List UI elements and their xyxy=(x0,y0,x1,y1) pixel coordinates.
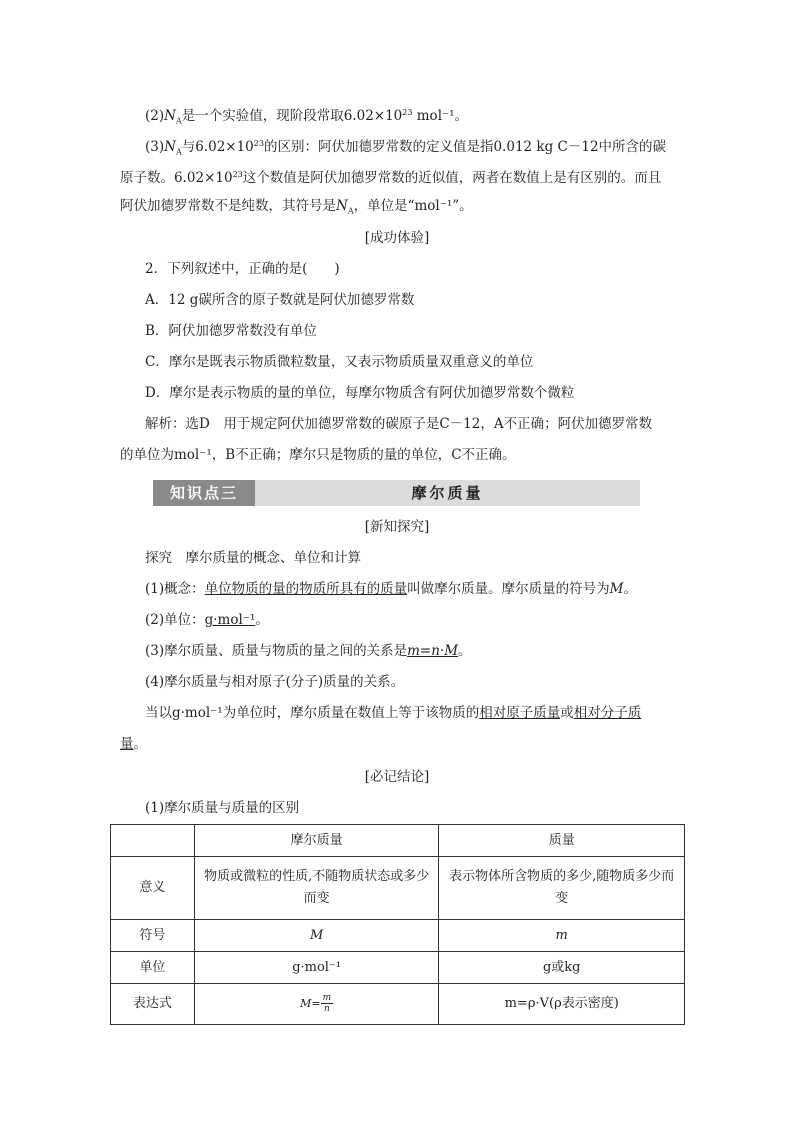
conclusion-heading: [必记结论] xyxy=(364,769,430,785)
row-label: 符号 xyxy=(111,920,195,952)
table-header-cell: 质量 xyxy=(439,825,685,857)
option-d: D．摩尔是表示物质的量的单位，每摩尔物质含有阿伏加德罗常数个微粒 xyxy=(145,385,575,401)
section-banner xyxy=(153,480,640,506)
row-label: 单位 xyxy=(111,952,195,984)
table-row xyxy=(111,857,685,920)
experience-heading: [成功体验] xyxy=(364,230,430,246)
comparison-table xyxy=(110,824,685,1025)
table-cell: g或kg xyxy=(439,952,685,984)
fraction-denominator: n xyxy=(323,1004,330,1014)
table-cell: g·mol⁻¹ xyxy=(194,952,439,984)
row-label: 表达式 xyxy=(111,984,195,1025)
na-difference-line-1: $(3)N_A$与$6.02\times 10^{23}$的区别：阿伏加德罗常数的定义值是指0.012 kg C－12中所含的碳 xyxy=(145,139,667,157)
table-row xyxy=(111,920,685,952)
na-difference-line-3: 阿伏加德罗常数不是纯数，其符号是$N_A$，单位是“mol⁻¹”。 xyxy=(120,198,473,216)
question-stem: 2．下列叙述中，正确的是( ) xyxy=(145,261,340,277)
table-header-cell xyxy=(111,825,195,857)
table-header-row xyxy=(111,825,685,857)
na-value-line: $(2)N_A$是一个实验值，现阶段常取$6.02\times 10^{23}$ mol⁻¹。 xyxy=(145,108,469,126)
table-cell: m=ρ·V(ρ表示密度) xyxy=(439,984,685,1025)
na-difference-line-2: 原子数。$6.02\times 10^{23}$这个数值是阿伏加德罗常数的近似值，两者在数值上是有区别的。而且 xyxy=(120,170,662,186)
numeric-equal-line-2: 量。 xyxy=(120,736,147,752)
table-row xyxy=(111,984,685,1025)
table-cell: 表示物体所含物质的多少,随物质多少而变 xyxy=(439,857,685,920)
row-label: 意义 xyxy=(111,857,195,920)
option-b: B．阿伏加德罗常数没有单位 xyxy=(145,323,317,339)
relation-line: (3)摩尔质量、质量与物质的量之间的关系是m=n·M。 xyxy=(145,643,472,659)
concept-line: (1)概念：单位物质的量的物质所具有的质量叫做摩尔质量。摩尔质量的符号为M。 xyxy=(145,581,637,597)
explore-topic: 探究 摩尔质量的概念、单位和计算 xyxy=(145,550,361,566)
option-a: A．12 g碳所含的原子数就是阿伏加德罗常数 xyxy=(145,292,415,308)
table-cell: m xyxy=(439,920,685,952)
conclusion-subheading: (1)摩尔质量与质量的区别 xyxy=(145,800,300,816)
unit-line: (2)单位：g·mol⁻¹。 xyxy=(145,612,269,628)
fraction-numerator: m xyxy=(322,993,332,1003)
banner-title: 摩尔质量 xyxy=(411,484,484,502)
banner-label: 知识点三 xyxy=(153,480,255,506)
option-c: C．摩尔是既表示物质微粒数量，又表示物质质量双重意义的单位 xyxy=(145,354,534,370)
formula-lhs: M= xyxy=(300,997,321,1010)
table-cell: M xyxy=(194,920,439,952)
table-row xyxy=(111,952,685,984)
table-cell xyxy=(194,984,439,1025)
analysis-line-1: 解析：选D 用于规定阿伏加德罗常数的碳原子是C－12，A不正确；阿伏加德罗常数 xyxy=(145,416,653,432)
table-header-cell: 摩尔质量 xyxy=(194,825,439,857)
table-cell: 物质或微粒的性质,不随物质状态或多少而变 xyxy=(194,857,439,920)
numeric-equal-line-1: 当以g·mol⁻¹为单位时，摩尔质量在数值上等于该物质的相对原子质量或相对分子质 xyxy=(145,705,642,721)
fraction xyxy=(321,993,334,1014)
analysis-line-2: 的单位为mol⁻¹，B不正确；摩尔只是物质的量的单位，C不正确。 xyxy=(120,447,516,463)
explore-heading: [新知探究] xyxy=(364,519,430,535)
relative-mass-line: (4)摩尔质量与相对原子(分子)质量的关系。 xyxy=(145,674,405,690)
